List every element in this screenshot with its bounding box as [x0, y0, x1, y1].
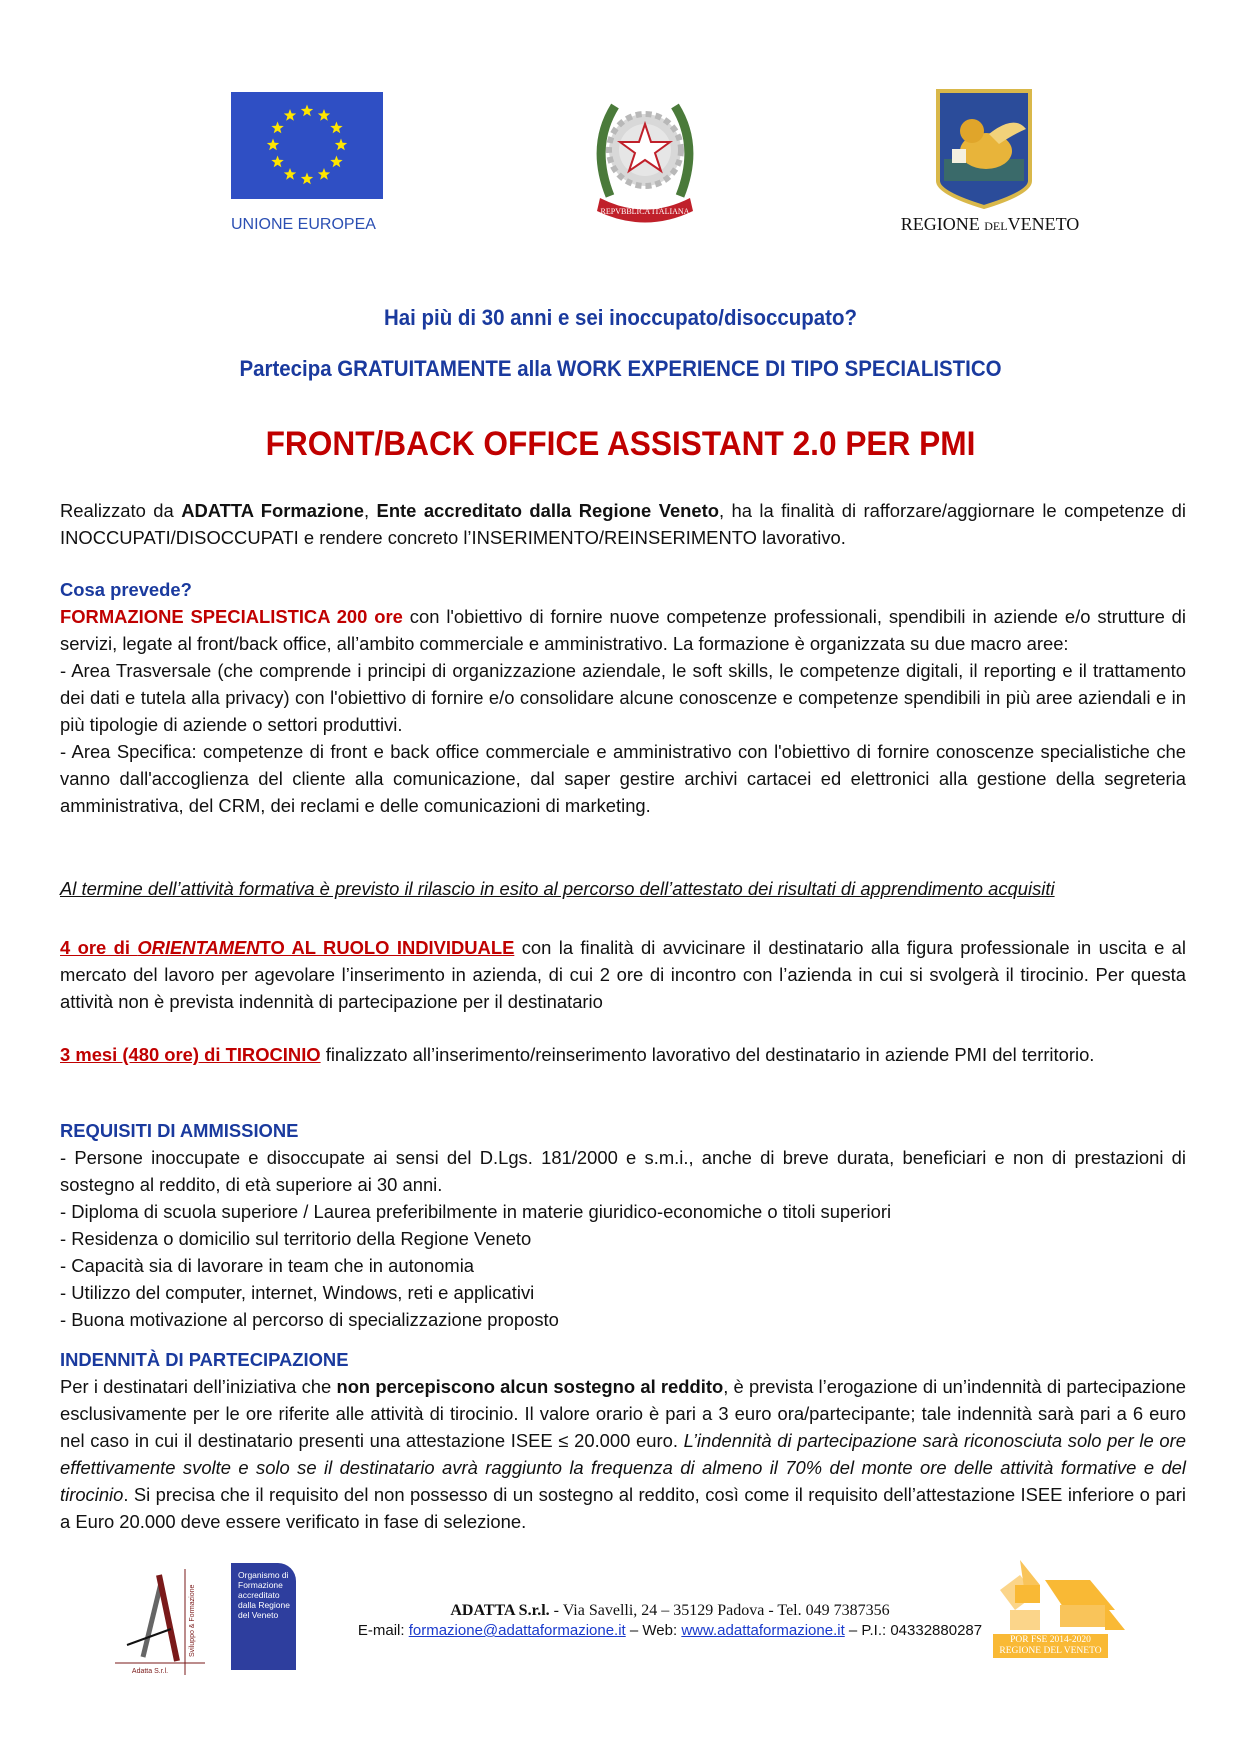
website-link[interactable]: www.adattaformazione.it — [681, 1622, 845, 1639]
requisito-item: - Residenza o domicilio sul territorio della Regione Veneto — [60, 1228, 532, 1249]
formazione-label: FORMAZIONE SPECIALISTICA 200 ore — [60, 606, 403, 627]
eu-star-icon — [284, 168, 296, 180]
por-line2: REGIONE DEL VENETO — [999, 1646, 1102, 1656]
indennita-heading: INDENNITÀ DI PARTECIPAZIONE — [60, 1349, 349, 1370]
footer-address — [340, 1602, 1000, 1620]
indennita-section — [60, 1346, 1186, 1535]
veneto-label — [895, 214, 1085, 235]
footer-address-text: - Via Savelli, 24 – 35129 Padova - Tel. 049 7387356 — [549, 1602, 890, 1619]
requisiti-section — [60, 1117, 1186, 1333]
page-title: FRONT/BACK OFFICE ASSISTANT 2.0 PER PMI — [265, 425, 976, 463]
eu-stars-icon — [231, 92, 383, 199]
attestato-note: Al termine dell’attività formativa è previsto il rilascio in esito al percorso dell’attestato dei risultati di apprendimento acquisiti — [60, 878, 1055, 899]
area-trasversale: - Area Trasversale (che comprende i principi di organizzazione aziendale, le soft skills, le competenze digitali, il reporting e il trattamento dei dati e tutela alla privacy) con l'obiettivo di fornire e/o consolidare alcune conoscenze e competenze spendibili in più aree aziendali e in più tipologie di aziende o settori produttivi. — [60, 660, 1186, 735]
eu-star-icon — [301, 105, 313, 117]
ri-motto: REPVBBLICA ITALIANA — [600, 207, 690, 216]
area-specifica: - Area Specifica: competenze di front e back office commerciale e amministrativo con l'obiettivo di fornire conoscenze specialistiche che vanno dall'accoglienza del cliente alla comunicazione, dal saper gestire archivi cartacei ed elettronici alla gestione della segreteria amministrativa, del CRM, dei reclami e delle comunicazioni di marketing. — [60, 741, 1186, 816]
eu-star-icon — [335, 139, 347, 151]
veneto-crest-logo — [934, 89, 1034, 209]
indennita-text-3: . Si precisa che il requisito del non possesso di un sostegno al reddito, così come il requisito dell’attestazione ISEE inferiore o pari a Euro 20.000 deve essere verificato in fase di selezione. — [60, 1484, 1186, 1532]
veneto-label-part1: REGIONE — [900, 214, 980, 234]
por-fse-label — [993, 1634, 1108, 1658]
requisito-item: - Utilizzo del computer, internet, Windows, reti e applicativi — [60, 1282, 535, 1303]
footer-company: ADATTA S.r.l. — [450, 1602, 550, 1619]
intro-text-2: , — [364, 500, 377, 521]
requisito-item: - Persone inoccupate e disoccupate ai sensi del D.Lgs. 181/2000 e s.m.i., anche di breve durata, beneficiari e non di prestazioni di sostegno al reddito, di età superiore ai 30 anni. — [60, 1147, 1186, 1195]
orientamento-text: con la finalità di avvicinare il destinatario alla figura professionale in uscita e al mercato del lavoro per agevolare l’inserimento in azienda, di cui 2 ore di incontro con l’azienda in cui si svolgerà il tirocinio. Per questa attività non è prevista indennità di partecipazione per il destinatario — [60, 937, 1186, 1012]
intro-org-name: ADATTA Formazione — [181, 500, 364, 521]
eu-star-icon — [271, 156, 283, 168]
indennita-frequency-note: L’indennità di partecipazione sarà riconosciuta solo per le ore effettivamente svolte e solo se il destinatario avrà raggiunto la frequenza di almeno il 70% del monte ore delle attività formative e del tirocinio — [60, 1430, 1186, 1505]
tirocinio-section — [60, 1041, 1186, 1068]
eu-star-icon — [271, 122, 283, 134]
eu-label: UNIONE EUROPEA — [231, 216, 376, 233]
requisito-item: - Capacità sia di lavorare in team che in autonomia — [60, 1255, 475, 1276]
subtitle-question: Hai più di 30 anni e sei inoccupato/disoccupato? — [384, 305, 857, 330]
tirocinio-label: 3 mesi (480 ore) di TIROCINIO — [60, 1044, 321, 1065]
footer-contacts — [340, 1622, 1000, 1639]
indennita-text-2: , è prevista l’erogazione di un’indennità di partecipazione esclusivamente per le ore riferite alle attività di tirocinio. Il valore orario è pari a 3 euro ora/partecipante; tale indennità sarà pari a 6 euro nel caso in cui il destinatario presenti una attestazione ISEE ≤ 20.000 euro. — [60, 1376, 1186, 1451]
adatta-logo — [115, 1565, 205, 1675]
eu-star-icon — [318, 168, 330, 180]
cosa-prevede-section — [60, 576, 1186, 819]
adatta-logo-name: Adatta S.r.l. — [131, 1668, 169, 1675]
eu-star-icon — [301, 173, 313, 185]
eu-star-icon — [284, 109, 296, 121]
eu-flag-logo — [231, 92, 383, 199]
eu-star-icon — [318, 109, 330, 121]
intro-text-1: Realizzato da — [60, 500, 182, 521]
tirocinio-text: finalizzato all’inserimento/reinserimento lavorativo del destinatario in aziende PMI del territorio. — [320, 1044, 1095, 1065]
web-label: – Web: — [625, 1622, 682, 1639]
veneto-label-part2: DEL — [984, 219, 1008, 233]
requisiti-heading: REQUISITI DI AMMISSIONE — [60, 1120, 299, 1141]
intro-accreditation: Ente accreditato dalla Regione Veneto — [376, 500, 719, 521]
veneto-label-part3: VENETO — [1007, 214, 1080, 234]
orientamento-label-a: 4 ore di — [60, 937, 138, 958]
indennita-condition: non percepiscono alcun sostegno al reddito — [336, 1376, 724, 1397]
requisito-item: - Buona motivazione al percorso di specializzazione proposto — [60, 1309, 559, 1330]
intro-text-3: , ha la finalità di rafforzare/aggiornare le competenze di INOCCUPATI/DISOCCUPATI e rendere concreto l’INSERIMENTO/REINSERIMENTO lavorativo. — [60, 500, 1186, 548]
email-label: E-mail: — [357, 1622, 409, 1639]
vat-number: – P.I.: 04332880287 — [844, 1622, 983, 1639]
requisito-item: - Diploma di scuola superiore / Laurea preferibilmente in materie giuridico-economiche o titoli superiori — [60, 1201, 892, 1222]
orientamento-label — [60, 937, 514, 958]
formazione-text: con l'obiettivo di fornire nuove competenze professionali, spendibili in aziende e/o strutture di servizi, legate al front/back office, all’ambito commerciale e amministrativo. La formazione è organizzata su due macro aree: — [60, 606, 1186, 654]
cosa-prevede-heading: Cosa prevede? — [60, 579, 192, 600]
por-line1: POR FSE 2014-2020 — [1010, 1635, 1091, 1645]
eu-star-icon — [267, 139, 279, 151]
italian-republic-emblem — [585, 86, 705, 230]
subtitle-offer: Partecipa GRATUITAMENTE alla WORK EXPERIENCE DI TIPO SPECIALISTICO — [239, 356, 1002, 381]
attestato-note-block — [60, 875, 1186, 902]
intro-paragraph — [60, 497, 1186, 551]
email-link[interactable]: formazione@adattaformazione.it — [408, 1622, 626, 1639]
indennita-text-1: Per i destinatari dell’iniziativa che — [60, 1376, 337, 1397]
orientamento-label-b: ORIENTAMEN — [137, 937, 260, 958]
adatta-logo-side: Sviluppo & Formazione — [189, 1584, 196, 1657]
eu-star-icon — [330, 122, 342, 134]
orientamento-section — [60, 934, 1186, 1015]
eu-star-icon — [330, 156, 342, 168]
accreditation-badge: Organismo di Formazione accreditato dalla Regione del Veneto — [231, 1563, 296, 1670]
orientamento-label-c: TO AL RUOLO INDIVIDUALE — [259, 937, 515, 958]
